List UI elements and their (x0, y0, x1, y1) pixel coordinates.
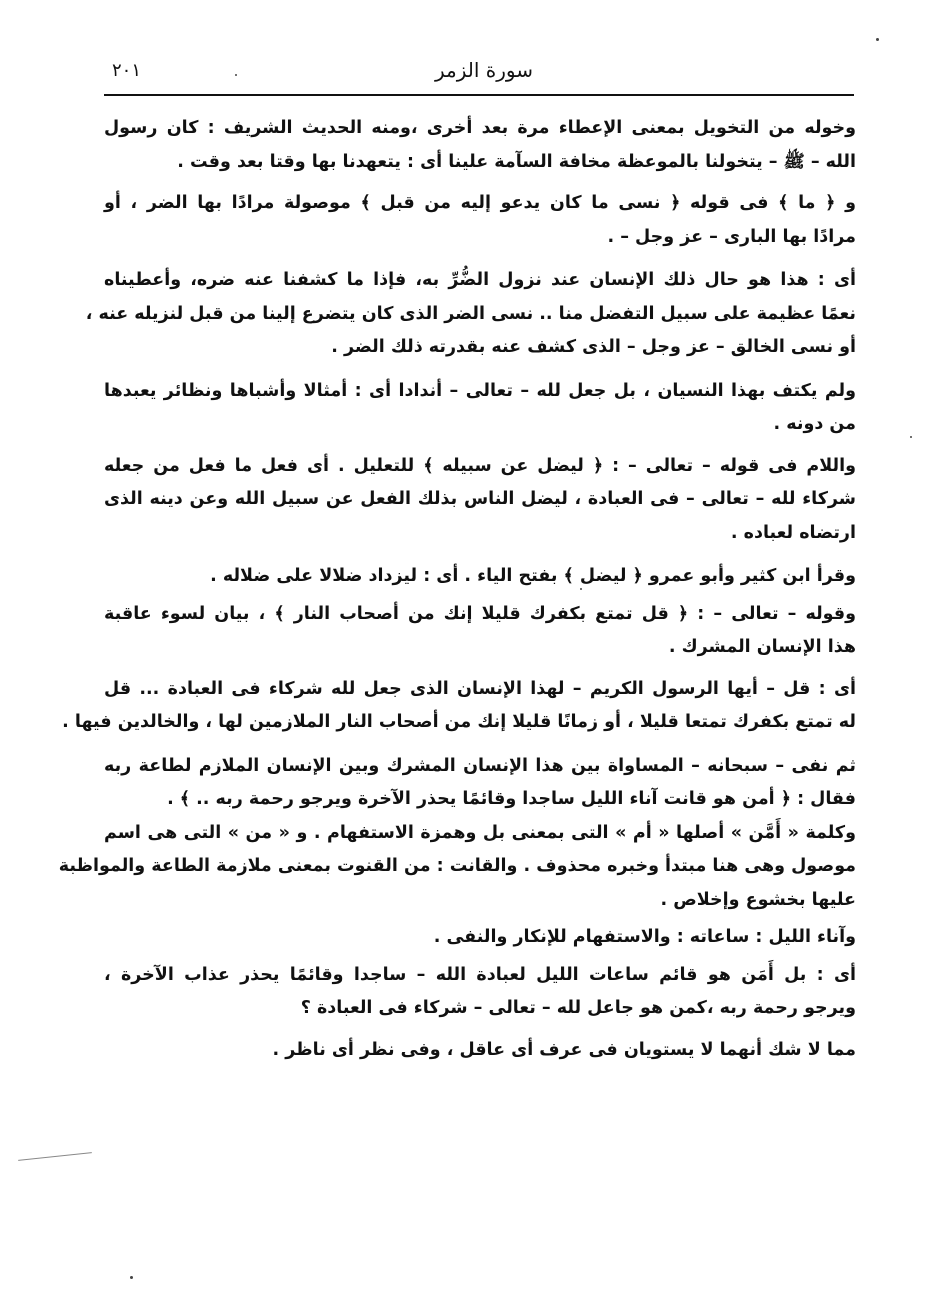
text-line: مما لا شك أنهما لا يستويان فى عرف أى عاقل ، وفى نظر أى ناظر . (272, 1039, 856, 1060)
text-line: فقال : ﴿ أمن هو قانت آناء الليل ساجدا وقائمًا يحذر الآخرة ويرجو رحمة ربه .. ﴾ . (167, 789, 856, 809)
paragraph (104, 560, 856, 594)
text-line: الله – ﷺ – يتخولنا بالموعظة مخافة السآمة علينا أى : يتعهدنا بها وقتا بعد وقت . (177, 151, 856, 172)
text-line: أى : بل أَمَن هو قائم ساعات الليل لعبادة الله – ساجدا وقائمًا يحذر عذاب الآخرة ، (104, 964, 856, 985)
paragraph (104, 112, 856, 179)
text-line: وخوله من التخويل بمعنى الإعطاء مرة بعد أخرى ،ومنه الحديث الشريف : كان رسول (104, 118, 856, 138)
paragraph (58, 817, 856, 918)
paragraph (104, 450, 856, 551)
text-line: ولم يكتف بهذا النسيان ، بل جعل لله – تعالى – أندادا أى : أمثالا وأشباها ونظائر يعبدها (104, 380, 856, 401)
text-line: له تمتع بكفرك تمتعا قليلا ، أو زمانًا قليلا إنك من أصحاب النار الملازمين لها ، والخالدين فيها . (62, 712, 856, 732)
scan-speck (910, 436, 912, 438)
text-line: أو نسى الخالق – عز وجل – الذى كشف عنه بقدرته ذلك الضر . (331, 337, 856, 357)
text-line: مرادًا بها البارى – عز وجل – . (607, 226, 856, 247)
text-line: واللام فى قوله – تعالى – : ﴿ ليضل عن سبيله ﴾ للتعليل . أى فعل ما فعل من جعله (104, 455, 856, 476)
paragraph (104, 921, 856, 955)
scan-speck (876, 38, 879, 41)
page-header (108, 56, 853, 88)
paragraph (62, 673, 856, 740)
text-line: أى : هذا هو حال ذلك الإنسان عند نزول الضُّرِّ به، فإذا ما كشفنا عنه ضره، وأعطيناه (104, 270, 856, 290)
text-line: ارتضاه لعباده . (730, 522, 856, 543)
paragraph (104, 375, 856, 442)
text-line: وقرأ ابن كثير وأبو عمرو ﴿ ليضل ﴾ بفتح الياء . أى : ليزداد ضلالا على ضلاله . (210, 566, 856, 586)
scan-mark (18, 1152, 92, 1161)
text-line: وقوله – تعالى – : ﴿ قل تمتع بكفرك قليلا إنك من أصحاب النار ﴾ ، بيان لسوء عاقبة (104, 603, 856, 624)
text-line: ثم نفى – سبحانه – المساواة بين هذا الإنسان المشرك وبين الإنسان الملازم لطاعة ربه (104, 755, 856, 776)
text-line: أى : قل – أيها الرسول الكريم – لهذا الإنسان الذى جعل لله شركاء فى العبادة ... قل (104, 678, 856, 699)
text-line: موصول وهى هنا مبتدأ وخبره محذوف . والقانت : من القنوت بمعنى ملازمة الطاعة والمواظبة (58, 856, 856, 876)
text-line: و ﴿ ما ﴾ فى قوله ﴿ نسى ما كان يدعو إليه من قبل ﴾ موصولة مرادًا بها الضر ، أو (104, 193, 856, 213)
paragraph (85, 264, 856, 365)
paragraph (104, 187, 856, 254)
text-line: شركاء لله – تعالى – فى العبادة ، ليضل الناس بذلك الفعل عن سبيل الله وعن دينه الذى (104, 489, 856, 509)
surah-title: سورة الزمر (434, 58, 533, 82)
text-line: نعمًا عظيمة على سبيل التفضل منا .. نسى الضر الذى كان يتضرع إلينا من قبل لنزيله عنه ، (85, 303, 856, 324)
text-line: وآناء الليل : ساعاته : والاستفهام للإنكار والنفى . (433, 927, 856, 947)
paragraph (104, 750, 856, 817)
text-line: وكلمة « أَمَّن » أصلها « أم » التى بمعنى بل وهمزة الاستفهام . و « من » التى هى اسم (104, 822, 856, 843)
body-text (58, 112, 856, 1067)
scan-speck (580, 588, 582, 590)
text-line: ويرجو رحمة ربه ،كمن هو جاعل لله – تعالى – شركاء فى العبادة ؟ (300, 998, 856, 1018)
paragraph (104, 959, 856, 1026)
page-number: ٢٠١ (112, 60, 142, 81)
text-line: عليها بخشوع وإخلاص . (660, 889, 856, 910)
header-rule (104, 94, 854, 96)
text-line: هذا الإنسان المشرك . (668, 637, 856, 657)
paragraph (104, 598, 856, 665)
scan-speck (235, 74, 237, 76)
paragraph (104, 1034, 856, 1068)
text-line: من دونه . (773, 414, 856, 434)
scan-speck (130, 1276, 133, 1279)
